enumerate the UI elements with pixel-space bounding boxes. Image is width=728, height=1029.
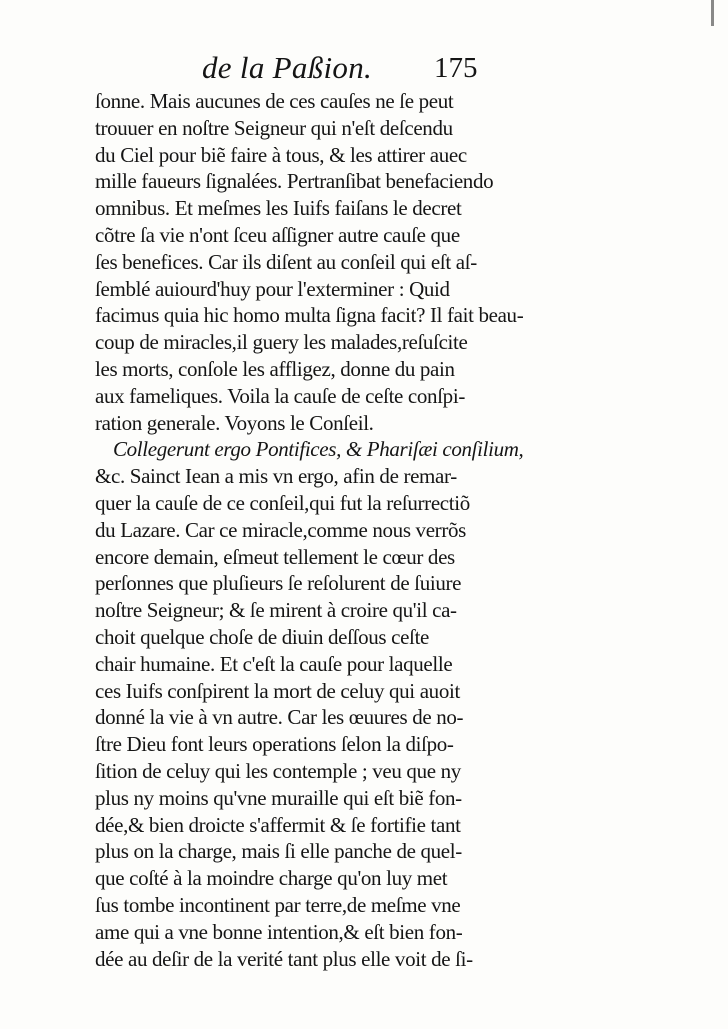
text-line: ces Iuifs conſpirent la mort de celuy qui auoit [95,678,460,703]
text-line: ſes benefices. Car ils diſent au conſeil qui eſt aſ- [95,249,477,274]
text-line: trouuer en noſtre Seigneur qui n'eſt deſcendu [95,115,453,140]
text-line: coup de miracles,il guery les malades,reſuſcite [95,330,468,355]
text-line: quer la cauſe de ce conſeil,qui fut la reſurrectiõ [95,490,470,515]
text-line: chair humaine. Et c'eſt la cauſe pour laquelle [95,651,453,676]
text-line: ration generale. Voyons le Conſeil. [95,410,374,435]
text-line: perſonnes que pluſieurs ſe reſolurent de ſuiure [95,571,462,596]
text-line: plus on la charge, mais ſi elle panche de quel- [95,839,462,864]
text-line: ſus tombe incontinent par terre,de meſme vne [95,892,461,917]
text-line: ſition de celuy qui les contemple ; veu que ny [95,758,461,783]
page-edge-mark [711,0,714,26]
text-line: aux fameliques. Voila la cauſe de ceſte conſpi- [95,383,465,408]
text-line: facimus quia hic homo multa ſigna facit? Il fait beau- [95,303,524,328]
text-line: ſemblé auiourd'huy pour l'exterminer : Quid [95,276,450,301]
text-line: ame qui a vne bonne intention,& eſt bien fon- [95,919,463,944]
text-line: omnibus. Et meſmes les Iuifs faiſans le decret [95,196,462,221]
text-line: que coſté à la moindre charge qu'on luy met [95,866,448,891]
text-line: mille faueurs ſignalées. Pertranſibat benefaciendo [95,169,494,194]
text-line: plus ny moins qu'vne muraille qui eſt biẽ fon- [95,785,462,810]
text-line: cõtre ſa vie n'ont ſceu aſſigner autre cauſe que [95,222,460,247]
text-line: du Lazare. Car ce miracle,comme nous verrõs [95,517,466,542]
text-line: donné la vie à vn autre. Car les œuures de no- [95,705,464,730]
text-line: choit quelque choſe de diuin deſſous ceſte [95,624,430,649]
running-title: de la Paßion. [202,50,373,85]
text-line: noſtre Seigneur; & ſe mirent à croire qu'il ca- [95,598,457,623]
text-line: encore demain, eſmeut tellement le cœur des [95,544,455,569]
text-line-latin-quote: Collegerunt ergo Pontifices, & Phariſæi conſilium, [113,437,524,462]
page-number: 175 [434,52,478,84]
text-line: les morts, conſole les affligez, donne du pain [95,356,455,381]
page-header [96,50,516,90]
text-line: dée au deſir de la verité tant plus elle voit de ſi- [95,946,473,971]
text-line: dée,& bien droicte s'affermit & ſe fortifie tant [95,812,461,837]
text-line: &c. Sainct Iean a mis vn ergo, afin de remar- [95,464,457,489]
text-line: ſonne. Mais aucunes de ces cauſes ne ſe peut [95,89,454,113]
text-line: ſtre Dieu font leurs operations ſelon la diſpo- [95,732,454,757]
body-text [95,88,524,972]
text-line: du Ciel pour biẽ faire à tous, & les attirer auec [95,142,467,167]
